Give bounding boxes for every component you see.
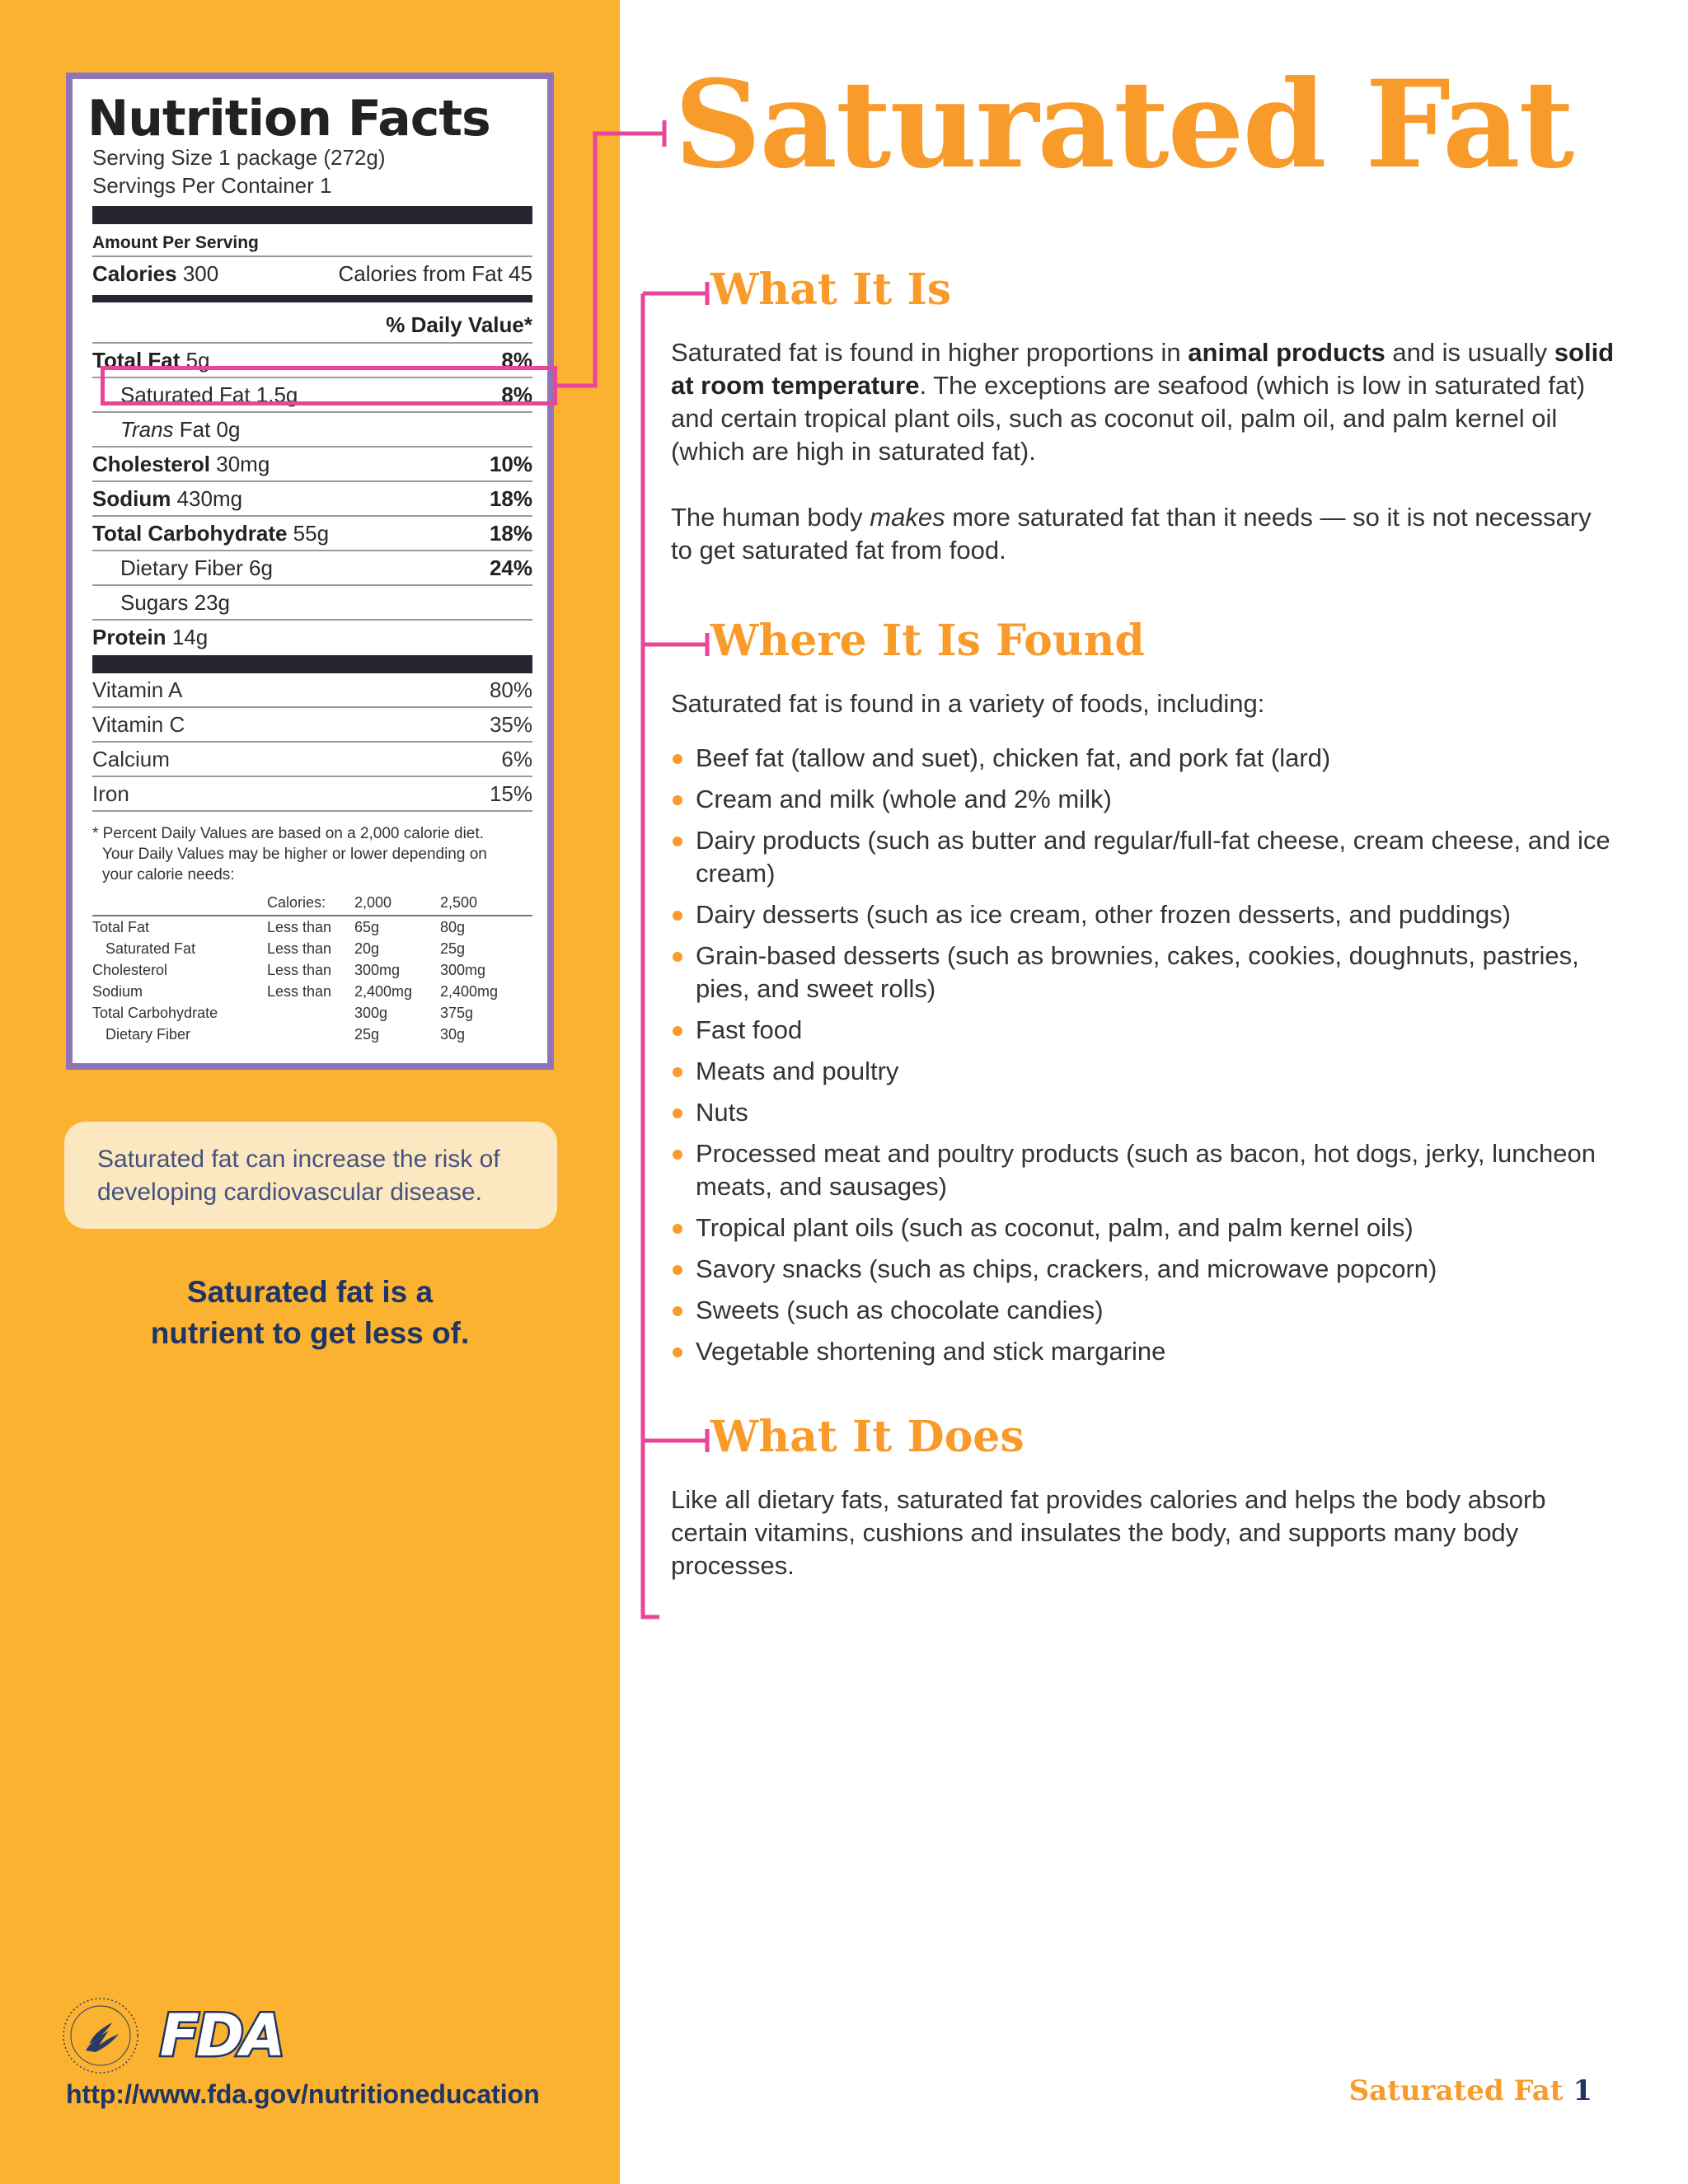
dv-table-cell: 300mg	[354, 962, 401, 978]
list-item-text: Dairy desserts (such as ice cream, other frozen desserts, and puddings)	[696, 900, 1512, 929]
risk-callout	[64, 1122, 557, 1229]
nutrition-facts-label	[66, 73, 554, 1070]
table-row	[92, 981, 532, 1002]
list-item	[671, 783, 1619, 816]
vitamin-row	[92, 706, 532, 741]
vitamin-label: Iron	[92, 781, 129, 806]
bullet-icon	[673, 1026, 682, 1036]
page-title: Saturated Fat	[674, 54, 1573, 195]
daily-value-table	[92, 892, 532, 1045]
table-row	[92, 959, 532, 981]
text-run: and is usually	[1385, 338, 1554, 367]
saturated-fat-highlight	[101, 366, 557, 405]
vitamin-value: 15%	[489, 781, 532, 806]
list-item-text: Tropical plant oils (such as coconut, palm, and palm kernel oils)	[696, 1213, 1414, 1242]
nutrient-dv: 8%	[501, 382, 532, 407]
dv-table-cell: 2,000	[354, 892, 440, 916]
get-less-of-line: Saturated fat is a	[186, 1275, 434, 1309]
dv-table-cell: Less than	[267, 962, 332, 978]
nutrient-row-sodium	[92, 480, 532, 515]
dv-table-cell	[267, 1002, 354, 1024]
amount-per-serving: Amount Per Serving	[92, 233, 259, 252]
list-item-text: Nuts	[696, 1098, 748, 1127]
vitamin-label: Calcium	[92, 747, 170, 771]
dv-table-cell: 25g	[440, 940, 466, 957]
get-less-of-message	[66, 1272, 554, 1354]
nutrient-name-cell	[92, 621, 208, 654]
bullet-icon	[673, 795, 682, 805]
calories-value: 300	[182, 261, 219, 286]
list-item	[671, 742, 1619, 775]
list-item	[671, 824, 1619, 890]
nutrient-label: Sugars 23g	[120, 590, 230, 615]
fda-logo-icon	[158, 2003, 298, 2064]
vitamin-value: 6%	[501, 747, 532, 771]
bullet-icon	[673, 837, 682, 846]
bullet-icon	[673, 1067, 682, 1077]
table-row	[92, 1024, 532, 1045]
bullet-icon	[673, 1108, 682, 1118]
thick-divider	[92, 655, 532, 673]
page-number: 1	[1573, 2074, 1592, 2107]
what-it-does-paragraph: Like all dietary fats, saturated fat provides calories and helps the body absorb certain vitamins, cushions and insulates the body, and supports many body processes.	[671, 1485, 1546, 1580]
list-item	[671, 1137, 1619, 1203]
page-footer	[1349, 2074, 1592, 2107]
nutrient-row-dietary-fiber	[92, 550, 532, 584]
table-row	[92, 916, 532, 938]
calories-row	[92, 255, 532, 290]
text-run-bold: solid at room temperature	[671, 338, 1615, 400]
footnote-line: * Percent Daily Values are based on a 2,000 calorie diet.	[92, 825, 484, 842]
nutrient-row-trans-fat	[92, 411, 532, 446]
calories-label: Calories	[92, 261, 177, 286]
nutrient-label: Saturated Fat 1.5g	[120, 382, 298, 407]
table-row	[92, 938, 532, 959]
dv-table-cell: Less than	[267, 983, 332, 1000]
text-run-bold: animal products	[1188, 338, 1386, 367]
list-item-text: Savory snacks (such as chips, crackers, and microwave popcorn)	[696, 1254, 1437, 1283]
nutrient-amount: 55g	[293, 521, 330, 546]
vitamin-value: 80%	[489, 677, 532, 702]
list-item	[671, 1055, 1619, 1088]
nutrient-dv: 18%	[489, 486, 532, 511]
text-run: more saturated fat than it needs — so it is not necessary to get saturated fat from food.	[671, 503, 1592, 565]
dv-table-cell: Sodium	[92, 983, 143, 1000]
get-less-of-line: nutrient to get less of.	[150, 1316, 470, 1350]
footnote-line: Your Daily Values may be higher or lower depending on	[102, 846, 487, 863]
nutrient-dv: 8%	[501, 348, 532, 373]
list-item-text: Cream and milk (whole and 2% milk)	[696, 785, 1112, 813]
dv-table-cell: 30g	[440, 1026, 466, 1043]
vitamin-row	[92, 673, 532, 706]
dv-table-cell: 20g	[354, 940, 380, 957]
bullet-icon	[673, 1150, 682, 1160]
footnote-line: your calorie needs:	[102, 866, 235, 883]
nutrient-amount: 5g	[185, 348, 210, 373]
nutrient-label: Dietary Fiber 6g	[120, 555, 273, 580]
daily-value-header: % Daily Value*	[386, 312, 532, 337]
list-item-text: Meats and poultry	[696, 1057, 899, 1085]
vitamin-label: Vitamin A	[92, 677, 183, 702]
dv-table-cell: 2,400mg	[440, 983, 499, 1000]
dv-table-cell: 2,400mg	[354, 983, 413, 1000]
nutrient-name-cell	[92, 448, 270, 480]
risk-callout-line: Saturated fat can increase the risk of	[97, 1146, 500, 1173]
list-item	[671, 1335, 1619, 1368]
fda-logo-text: FDA	[160, 2003, 283, 2064]
nutrient-label: Total Carbohydrate	[92, 521, 288, 546]
list-item	[671, 1294, 1619, 1327]
nutrition-facts-content	[87, 86, 532, 1045]
nutrient-name-cell	[92, 413, 240, 446]
text-run-italic: makes	[870, 503, 945, 532]
nutrient-row-sugars	[92, 584, 532, 619]
calories-from-fat: Calories from Fat 45	[338, 261, 532, 286]
vitamin-row	[92, 776, 532, 812]
dv-table-cell	[92, 892, 267, 916]
fda-url-link[interactable]: http://www.fda.gov/nutritioneducation	[66, 2079, 540, 2109]
nutrient-amount: 14g	[171, 625, 209, 649]
heading-what-it-does: What It Does	[710, 1412, 1025, 1462]
dv-table-cell: 300mg	[440, 962, 486, 978]
risk-callout-line: developing cardiovascular disease.	[97, 1179, 482, 1206]
nutrient-name-cell	[92, 482, 242, 515]
bullet-icon	[673, 1265, 682, 1275]
nutrition-facts-panel	[73, 79, 547, 1063]
list-item-text: Dairy products (such as butter and regular/full-fat cheese, cream cheese, and ice cream)	[696, 826, 1611, 888]
dv-table-cell: 25g	[354, 1026, 380, 1043]
list-item-text: Beef fat (tallow and suet), chicken fat, and pork fat (lard)	[696, 743, 1331, 772]
nutrient-label: Trans	[120, 417, 174, 442]
dv-table-cell: 375g	[440, 1005, 474, 1021]
bullet-icon	[673, 754, 682, 764]
list-item-text: Vegetable shortening and stick margarine	[696, 1337, 1166, 1366]
dv-table-cell: Saturated Fat	[106, 940, 196, 957]
list-item-text: Fast food	[696, 1015, 803, 1044]
nutrient-dv: 24%	[489, 555, 532, 580]
left-sidebar	[0, 0, 620, 2184]
bullet-icon	[673, 1224, 682, 1234]
dv-table-cell	[267, 1024, 354, 1045]
heading-where-found: Where It Is Found	[710, 616, 1145, 666]
dv-table-cell: Cholesterol	[92, 962, 168, 978]
daily-value-footnote	[92, 823, 532, 885]
dv-table-cell: 65g	[354, 919, 380, 935]
bullet-icon	[673, 1347, 682, 1357]
list-item	[671, 1253, 1619, 1286]
nutrient-label: Total Fat	[92, 348, 181, 373]
dv-table-cell: Less than	[267, 919, 332, 935]
what-it-is-paragraph-1	[671, 336, 1619, 468]
food-sources-list	[671, 742, 1619, 1376]
nutrient-row-protein	[92, 619, 532, 654]
nutrient-amount: Fat 0g	[179, 417, 241, 442]
footer-title: Saturated Fat	[1348, 2074, 1564, 2107]
nutrient-label: Protein	[92, 625, 166, 649]
vitamin-row	[92, 741, 532, 776]
list-item	[671, 940, 1619, 1005]
serving-size: Serving Size 1 package (272g)	[92, 145, 386, 170]
dv-table-cell: 300g	[354, 1005, 388, 1021]
text-run: . The exceptions are seafood (which is low in saturated fat) and certain tropical plant oils, such as coconut oil, palm oil, and palm kernel oil (which are high in saturated fat).	[671, 371, 1586, 466]
bullet-icon	[673, 911, 682, 921]
list-item	[671, 898, 1619, 931]
nutrient-row-total-carbohydrate	[92, 515, 532, 550]
nutrient-label: Cholesterol	[92, 452, 211, 476]
where-found-intro: Saturated fat is found in a variety of foods, including:	[671, 689, 1265, 718]
nutrient-amount: 30mg	[216, 452, 270, 476]
dv-table-cell: Dietary Fiber	[106, 1026, 191, 1043]
dv-table-cell: Total Carbohydrate	[92, 1005, 218, 1021]
servings-per-container: Servings Per Container 1	[92, 173, 332, 198]
thick-divider	[92, 206, 532, 224]
what-it-is-paragraph-2	[671, 501, 1619, 567]
dv-table-cell: 2,500	[440, 892, 532, 916]
vitamin-value: 35%	[489, 712, 532, 737]
table-row	[92, 1002, 532, 1024]
text-run: Saturated fat is found in higher proportions in	[671, 338, 1189, 367]
nutrition-facts-title: Nutrition Facts	[87, 90, 490, 148]
dv-table-cell: Total Fat	[92, 919, 150, 935]
calories-cell	[92, 257, 218, 290]
dv-table-cell: 80g	[440, 919, 466, 935]
vitamin-label: Vitamin C	[92, 712, 185, 737]
list-item	[671, 1014, 1619, 1047]
text-run: The human body	[671, 503, 870, 532]
nutrient-name-cell	[92, 517, 329, 550]
dv-table-cell: Calories:	[267, 892, 354, 916]
bullet-icon	[673, 1306, 682, 1316]
heading-what-it-is: What It Is	[710, 265, 952, 315]
bullet-icon	[673, 952, 682, 962]
list-item	[671, 1212, 1619, 1244]
list-item	[671, 1096, 1619, 1129]
nutrient-row-cholesterol	[92, 446, 532, 480]
dv-table-cell: Less than	[267, 940, 332, 957]
nutrient-dv: 18%	[489, 521, 532, 546]
hhs-seal-icon	[61, 1996, 140, 2075]
list-item-text: Processed meat and poultry products (such as bacon, hot dogs, jerky, luncheon meats, and sausages)	[696, 1139, 1596, 1201]
list-item-text: Sweets (such as chocolate candies)	[696, 1296, 1104, 1324]
nutrient-amount: 430mg	[176, 486, 243, 511]
medium-divider	[92, 295, 532, 302]
list-item-text: Grain-based desserts (such as brownies, cakes, cookies, doughnuts, pastries, pies, and sweet rolls)	[696, 941, 1579, 1003]
nutrient-label: Sodium	[92, 486, 171, 511]
dv-table-header	[92, 892, 532, 916]
nutrient-dv: 10%	[489, 452, 532, 476]
